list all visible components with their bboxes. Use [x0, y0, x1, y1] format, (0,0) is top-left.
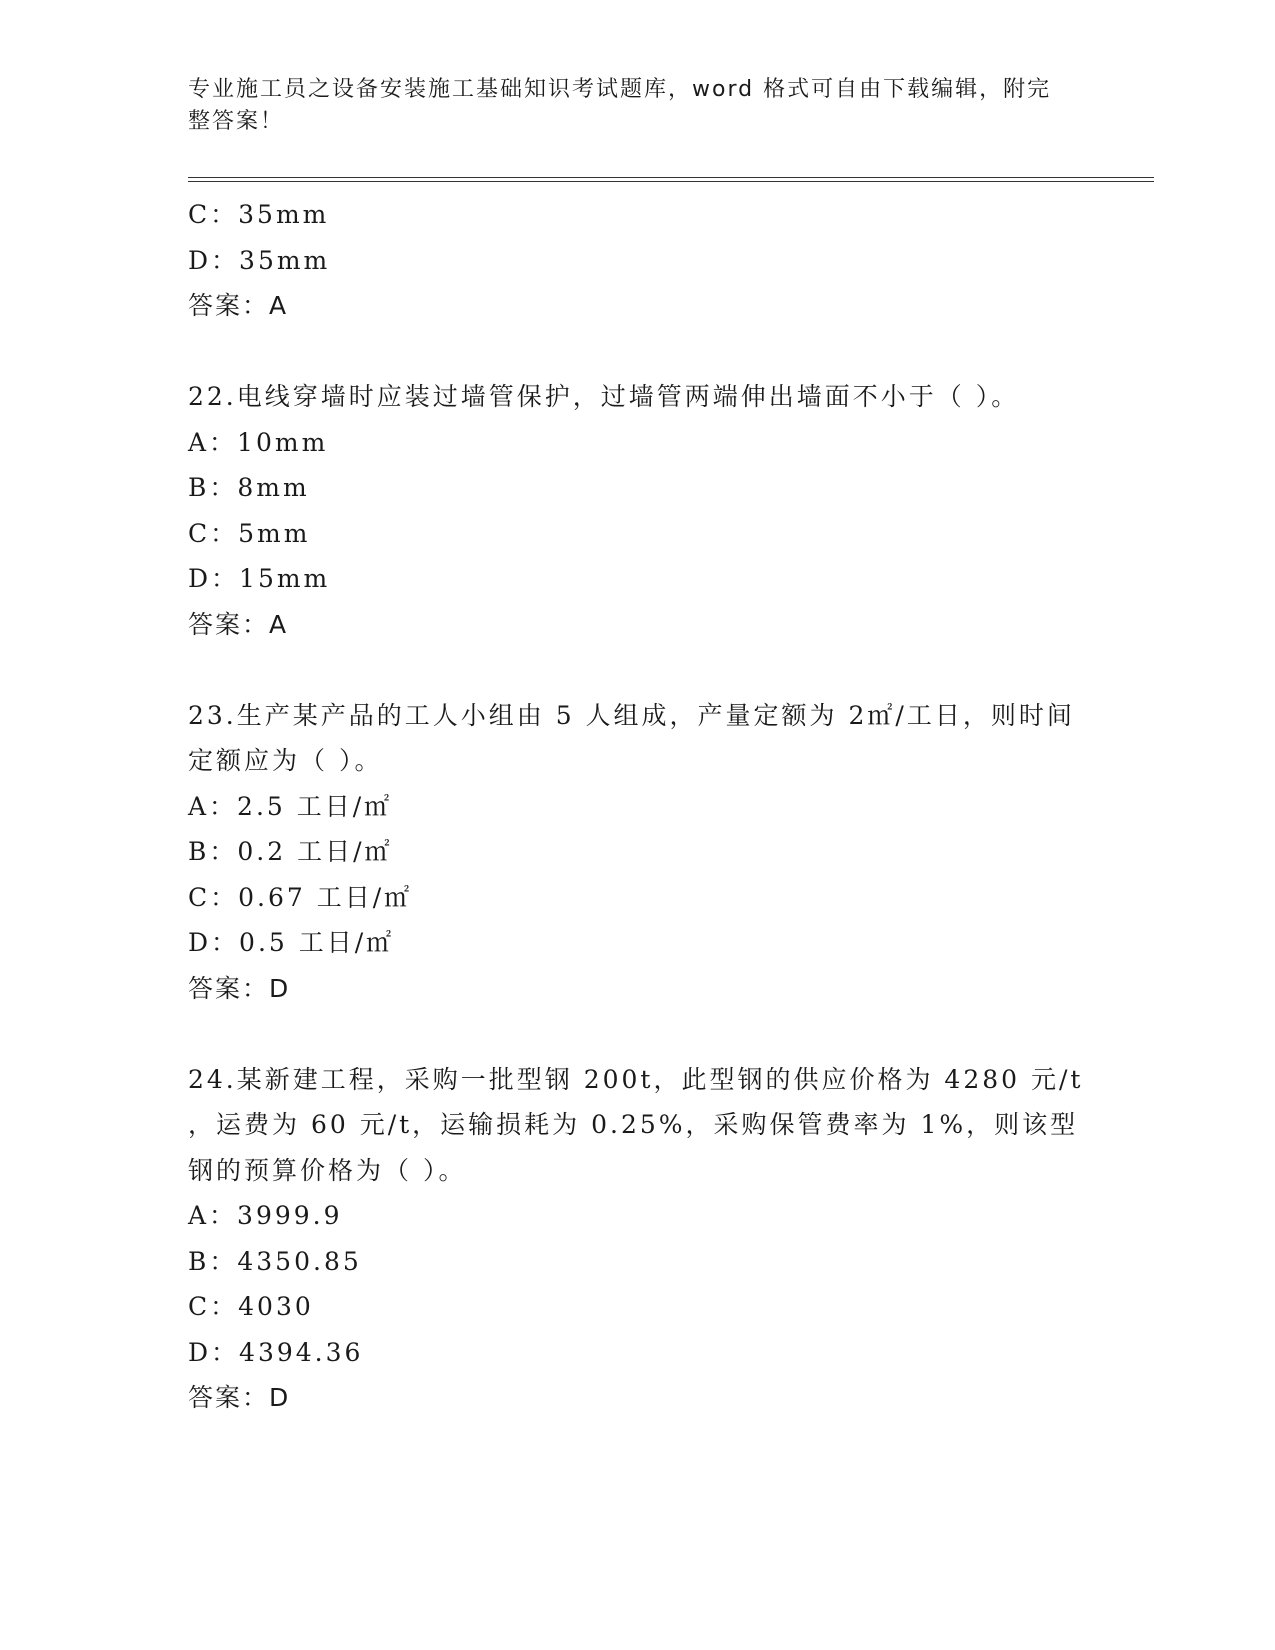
question-text-line: 24.某新建工程，采购一批型钢 200t，此型钢的供应价格为 4280 元/t — [188, 1064, 1084, 1094]
header-rule-bottom — [188, 181, 1154, 182]
option-d: D：4394.36 — [188, 1337, 364, 1367]
question-text-line: 22.电线穿墙时应装过墙管保护，过墙管两端伸出墙面不小于（ ）。 — [188, 382, 1020, 411]
question-text-line: 23.生产某产品的工人小组由 5 人组成，产量定额为 2㎡/工日，则时间 — [188, 700, 1075, 730]
option-b: B：0.2 工日/㎡ — [188, 837, 393, 866]
document-header — [188, 74, 1068, 138]
header-line-1: 专业施工员之设备安装施工基础知识考试题库，word 格式可自由下载编辑，附完 — [188, 77, 1052, 102]
option-c: C：0.67 工日/㎡ — [188, 882, 413, 912]
answer-line: 答案：D — [188, 1383, 291, 1412]
option-c: C：35mm — [188, 200, 330, 229]
answer-line: 答案：A — [188, 291, 289, 320]
question-list — [188, 192, 1088, 1421]
option-c: C：5mm — [188, 518, 311, 548]
question-text — [188, 693, 1088, 784]
option-a: A：10mm — [188, 427, 329, 457]
option-a: A：3999.9 — [188, 1201, 343, 1230]
question-23 — [188, 693, 1088, 1012]
header-line-2: 整答案！ — [188, 109, 285, 134]
question-text-line: 钢的预算价格为（ ）。 — [188, 1155, 467, 1185]
question-text-line: 定额应为（ ）。 — [188, 746, 383, 775]
option-a: A：2.5 工日/㎡ — [188, 791, 393, 821]
question-text — [188, 1057, 1088, 1194]
answer-line: 答案：A — [188, 609, 289, 639]
option-b: B：8mm — [188, 473, 310, 502]
question-24 — [188, 1057, 1088, 1421]
question-text-line: ，运费为 60 元/t，运输损耗为 0.25%，采购保管费率为 1%，则该型 — [188, 1110, 1079, 1139]
option-d: D：15mm — [188, 564, 331, 593]
option-c: C：4030 — [188, 1292, 314, 1321]
question-22 — [188, 374, 1088, 647]
question-text — [188, 374, 1088, 420]
header-rule-top — [188, 177, 1154, 178]
option-d: D：35mm — [188, 245, 331, 275]
option-b: B：4350.85 — [188, 1246, 362, 1276]
question-21-tail — [188, 192, 1088, 329]
option-d: D：0.5 工日/㎡ — [188, 928, 395, 957]
answer-line: 答案：D — [188, 973, 291, 1003]
